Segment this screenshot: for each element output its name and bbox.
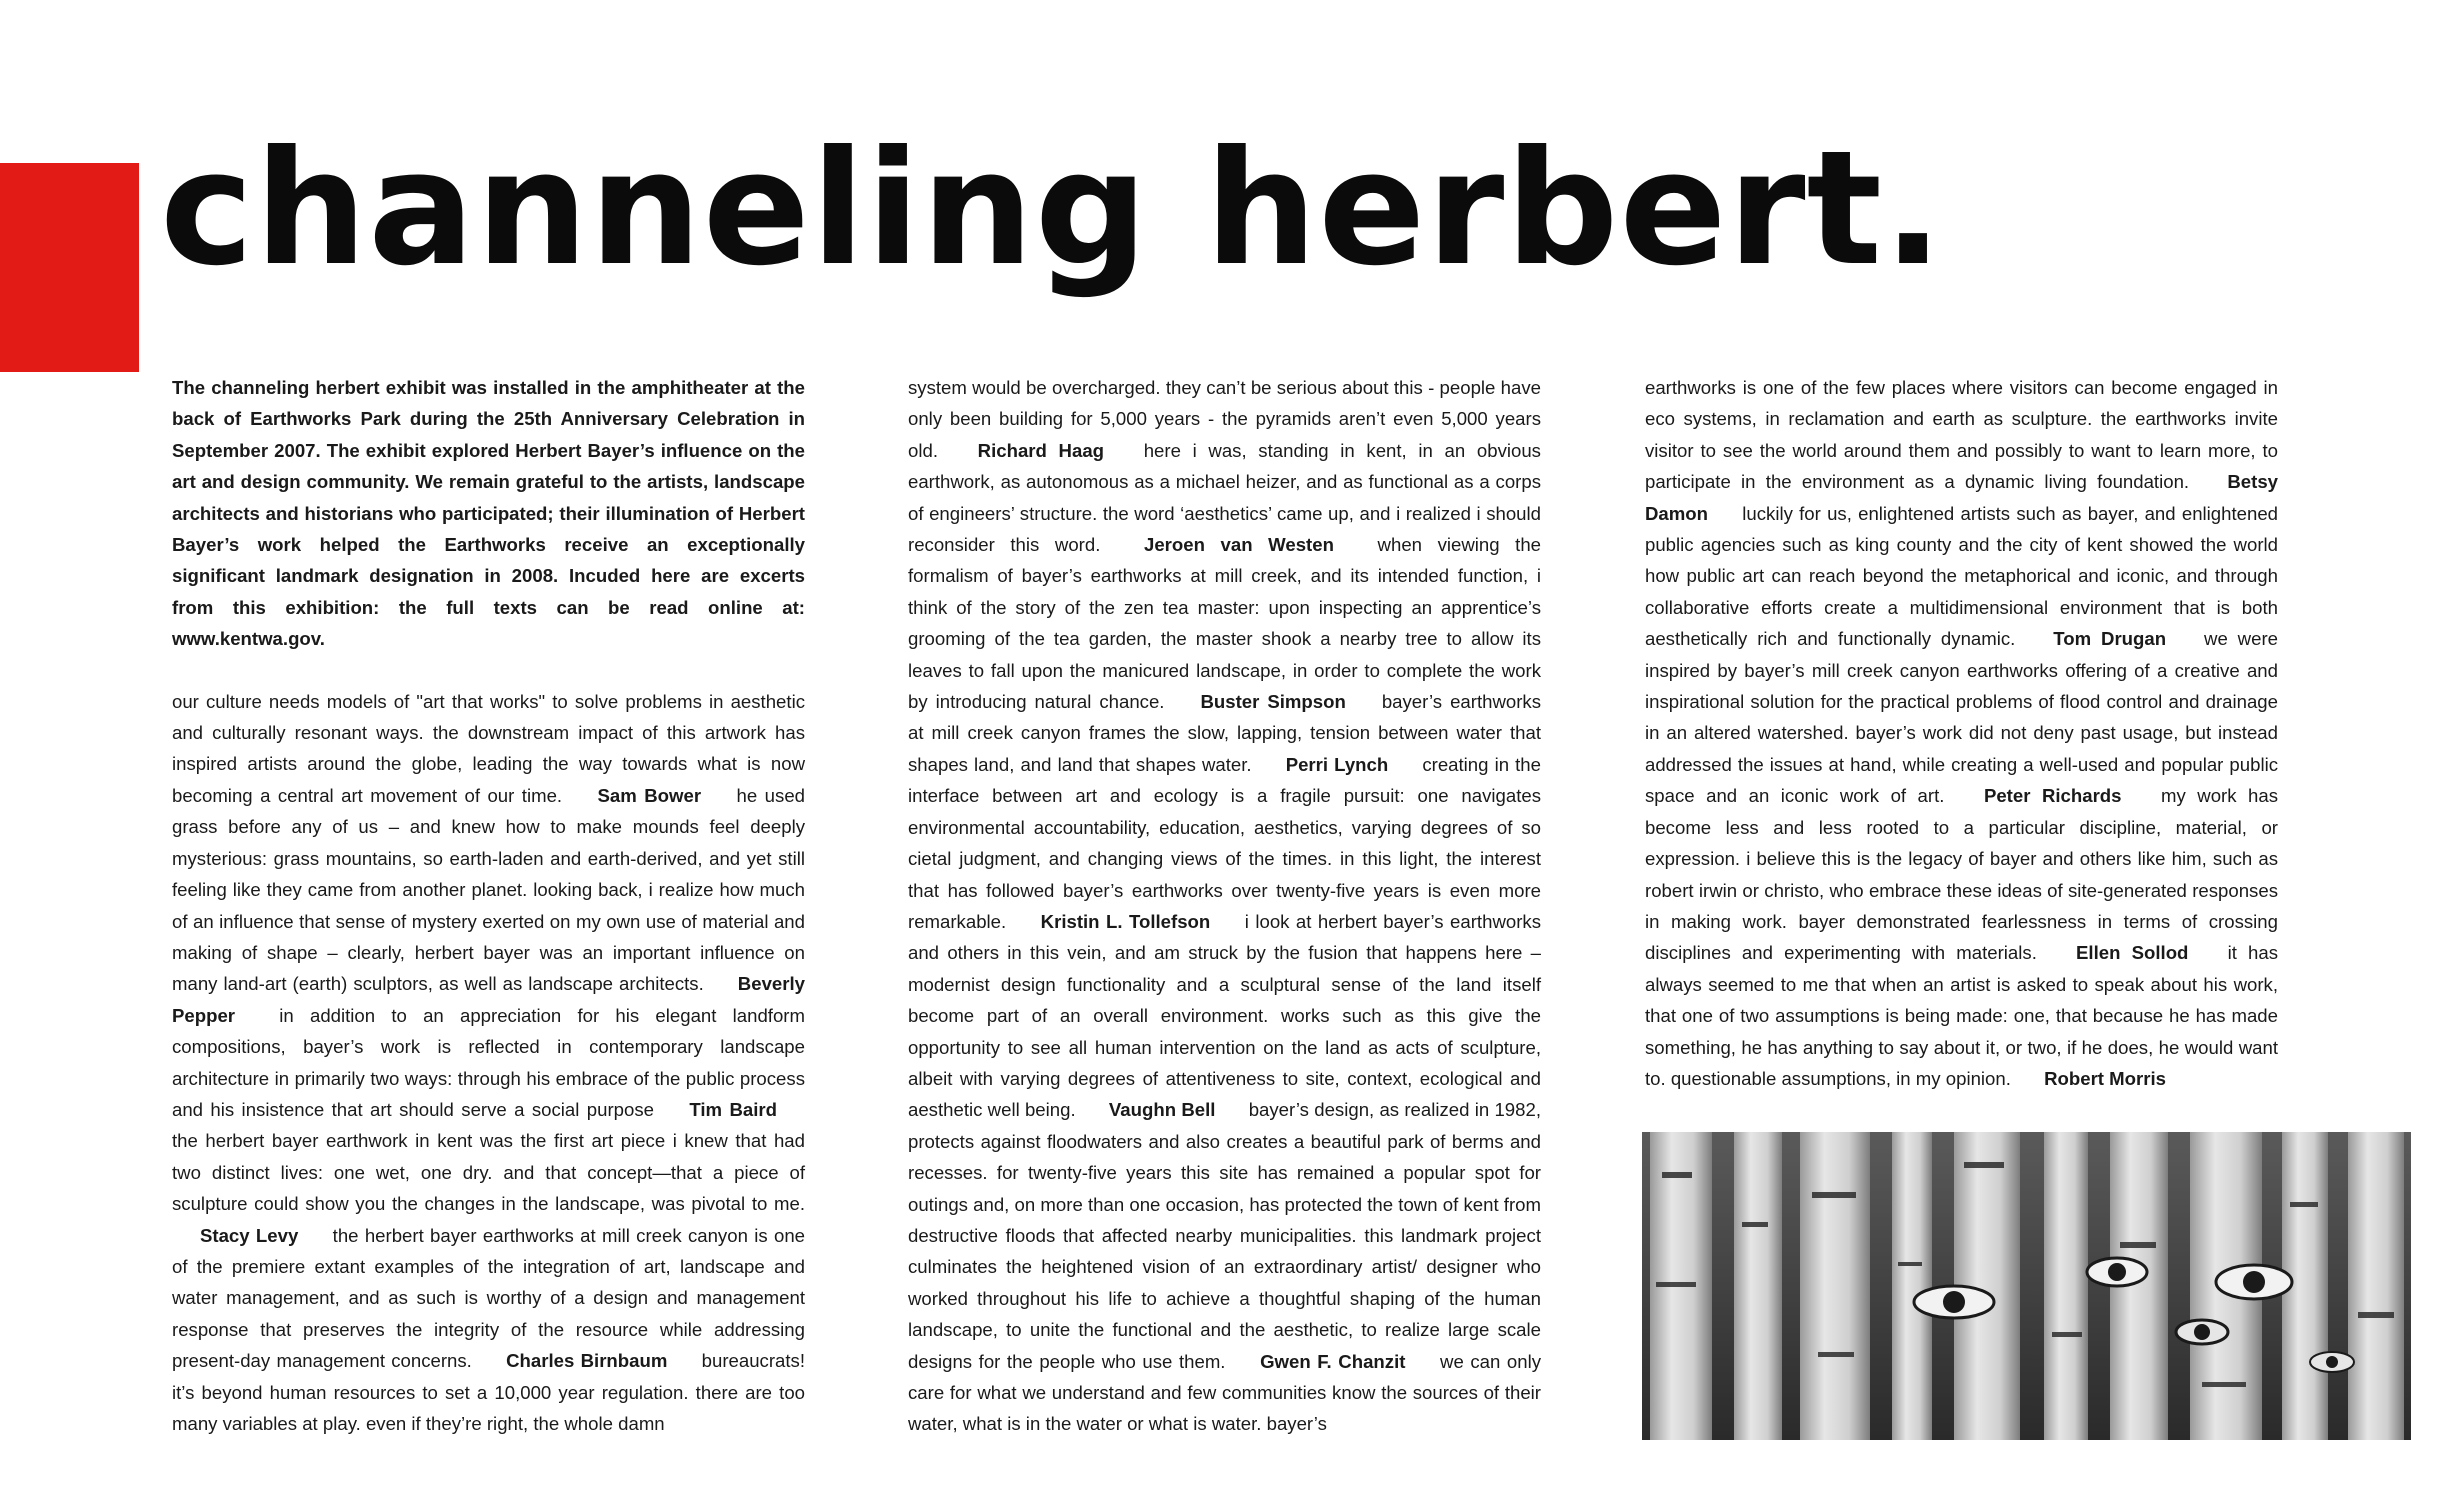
contributor-name: Charles Birnbaum xyxy=(506,1350,668,1372)
quote-text: in addition to an appreciation for his elegant landform compositions, bayer’s work is reflected in contemporary landscape architecture in primarily two ways: through his embrace of the public process and his insistence that art should serve a social purpose xyxy=(172,1004,805,1120)
column-3 xyxy=(1645,372,2278,1094)
eye-icon xyxy=(2176,1320,2228,1344)
contributor-name: Vaughn Bell xyxy=(1108,1099,1216,1121)
contributor-name: Peter Richards xyxy=(1983,785,2122,807)
contributor-name: Tom Drugan xyxy=(2053,628,2167,650)
contributor-name: Beverly Pepper xyxy=(172,973,805,1026)
quote-paragraph xyxy=(908,372,1541,1440)
quote-text: earthworks is one of the few places where visitors can become engaged in eco systems, in reclamation and earth as sculpture. the earthworks invite visitor to see the world around them and possibly to want to learn more, to participate in the environment as a dynamic living foundation. xyxy=(1645,377,2278,493)
contributor-name: Gwen F. Chanzit xyxy=(1260,1350,1406,1372)
birch-eyes-photo xyxy=(1642,1132,2411,1440)
quote-text: my work has become less and less rooted to a particular discipline, material, or expression. i believe this is the legacy of bayer and others like him, such as robert irwin or christo, who embrace these ideas of site-generated responses in making work. bayer demonstrated fearlessness in terms of crossing disciplines and experimenting with materials. xyxy=(1645,785,2279,964)
quote-text: our culture needs models of "art that works" to solve problems in aesthetic and culturally resonant ways. the downstream impact of this artwork has inspired artists around the globe, leading the way towards what is now becoming a central art movement of our time. xyxy=(172,690,805,806)
contributor-name: Stacy Levy xyxy=(200,1224,299,1246)
paragraph-spacer xyxy=(172,655,805,686)
quote-text: we can only care for what we understand and few communities know the sources of their water, what is in the water or what is water. bayer’s xyxy=(908,1350,1542,1435)
quote-text: bayer’s earthworks at mill creek canyon frames the slow, lapping, tension between water that shapes land, and land that shapes water. xyxy=(908,691,1542,775)
quote-text: bureaucrats! it’s beyond human resources to set a 10,000 year regulation. there are too many variables at play. even if they’re right, the whole damn xyxy=(172,1350,805,1434)
quote-paragraph xyxy=(172,686,805,1440)
page-title: channeling herbert. xyxy=(160,117,1945,301)
quote-text: the herbert bayer earthworks at mill creek canyon is one of the premiere extant examples of the integration of art, landscape and water management, and as such is worthy of a design and management response that preserves the integrity of the resource while addressing present-day management concerns. xyxy=(172,1224,806,1372)
quote-text: here i was, standing in kent, in an obvious earthwork, as autonomous as a michael heizer, and as functional as a corps of engineers’ structure. the word ‘aesthetics’ came up, and i realized i should reconsider this word. xyxy=(908,439,1541,556)
quote-text: it has always seemed to me that when an artist is asked to speak about his work, that one of two assumptions is being made: one, that because he has made something, he has anything to say about it, or two, if he does, he would want to. questionable assumptions, in my opinion. xyxy=(1645,942,2278,1089)
quote-text: bayer’s design, as realized in 1982, protects against floodwaters and also creates a beautiful park of berms and recesses. for twenty-five years this site has remained a popular spot for outings and, on more than one occasion, has protected the town of kent from destructive floods that affected nearby municipalities. this landmark project culminates the heightened vision of an extraordinary artist/ designer who worked throughout his life to achieve a thoughtful shaping of the human landscape, to unite the functional and the aesthetic, to realize large scale designs for the people who use them. xyxy=(908,1099,1541,1372)
quote-text: we were inspired by bayer’s mill creek canyon earthworks offering of a creative and inspirational solution for the practical problems of flood control and drainage in an altered watershed. bayer’s work did not deny past usage, but instead addressed the issues at hand, while creating a well-used and popular public space and an iconic work of art. xyxy=(1645,628,2278,807)
contributor-name: Tim Baird xyxy=(689,1098,777,1120)
contributor-name: Kristin L. Tollefson xyxy=(1040,910,1211,932)
quote-text: i look at herbert bayer’s earthworks and others in this vein, and am struck by the fusion that happens here – modernist design functionality and a sculptural sense of the land itself become part of an overall environment. works such as this give the opportunity to see all human intervention on the land as acts of sculpture, albeit with varying degrees of attentiveness to site, context, ecological and aesthetic well being. xyxy=(908,910,1541,1121)
red-accent-block xyxy=(0,163,139,372)
contributor-name: Robert Morris xyxy=(2044,1067,2166,1089)
contributor-name: Perri Lynch xyxy=(1285,753,1389,775)
quote-text: the herbert bayer earthwork in kent was the first art piece i knew that had two distinct lives: one wet, one dry. and that concept—that a piece of sculpture could show you the changes in the landscape, was pivotal to me. xyxy=(172,1130,805,1215)
quote-text: creating in the interface between art and ecology is a fragile pursuit: one navigates environmental accountability, education, aesthetics, varying degrees of so cietal judgment, and changing views of the times. in this light, the interest that has followed bayer’s earthworks over twenty-five years is even more remarkable. xyxy=(908,753,1541,932)
eye-icon xyxy=(2216,1265,2292,1299)
quote-text: system would be overcharged. they can’t be serious about this - people have only been building for 5,000 years - the pyramids aren’t even 5,000 years old. xyxy=(908,377,1541,461)
eye-icon xyxy=(1914,1286,1994,1318)
contributor-name: Betsy Damon xyxy=(1645,471,2279,524)
quote-text: luckily for us, enlightened artists such as bayer, and enlightened public agencies such as king county and the city of kent showed the world how public art can reach beyond the metaphorical and iconic, and through collaborative efforts create a multidimensional environment that is both aesthetically rich and functionally dynamic. xyxy=(1645,502,2279,650)
contributor-name: Buster Simpson xyxy=(1200,691,1346,713)
column-1 xyxy=(172,372,805,1439)
contributor-name: Jeroen van Westen xyxy=(1143,534,1334,556)
quote-text: he used grass before any of us – and knew how to make mounds feel deeply mysterious: grass mountains, so earth-laden and earth-derived, and yet still feeling like they came from another planet. looking back, i realize how much of an influence that sense of mystery exerted on my own use of material and making of shape – clearly, herbert bayer was an important influence on many land-art (earth) sculptors, as well as landscape architects. xyxy=(172,784,805,995)
contributor-name: Richard Haag xyxy=(977,439,1105,461)
eye-icon xyxy=(2310,1352,2354,1372)
quote-text: when viewing the formalism of bayer’s earthworks at mill creek, and its intended function, i think of the story of the zen tea master: upon inspecting an apprentice’s grooming of the tea garden, the master shook a nearby tree to allow its leaves to fall upon the manicured landscape, in order to complete the work by introducing natural chance. xyxy=(908,534,1542,713)
intro-paragraph: The channeling herbert exhibit was installed in the amphitheater at the back of Earthworks Park during the 25th Anniversary Celebration in September 2007. The exhibit explored Herbert Bayer’s influence on the art and design community. We remain grateful to the artists, landscape architects and historians who participated; their illumination of Herbert Bayer’s work helped the Earthworks receive an exceptionally significant landmark designation in 2008. Incuded here are excerts from this exhibition: the full texts can be read online at: www.kentwa.gov. xyxy=(172,377,805,650)
contributor-name: Sam Bower xyxy=(597,784,702,806)
eye-icon xyxy=(2087,1258,2147,1286)
column-2 xyxy=(908,372,1541,1440)
contributor-name: Ellen Sollod xyxy=(2076,942,2189,964)
quote-paragraph xyxy=(1645,372,2278,1094)
